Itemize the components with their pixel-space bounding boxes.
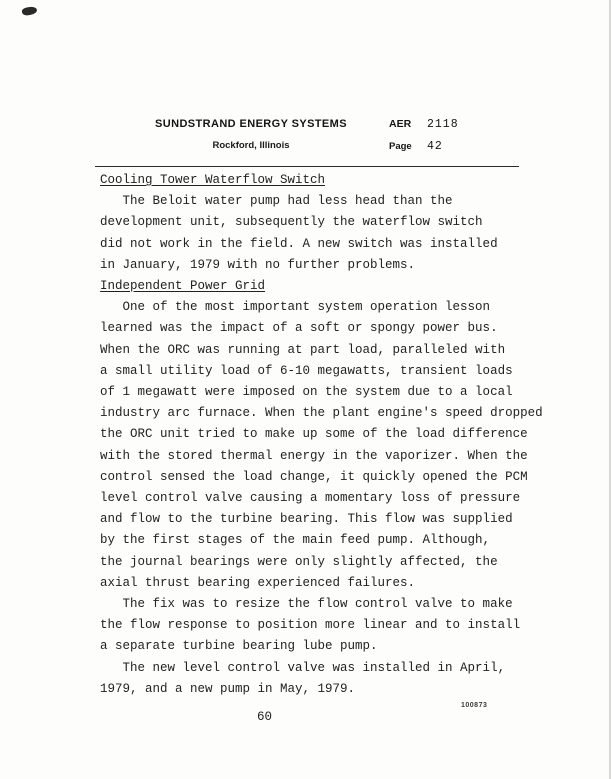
text-line: Cooling Tower Waterflow Switch bbox=[100, 173, 326, 187]
doc-reference-row bbox=[389, 118, 519, 131]
text-line: axial thrust bearing experienced failures. bbox=[100, 575, 416, 590]
text-line: the flow response to position more linear and to install bbox=[100, 618, 521, 633]
stamp-number: 100873 bbox=[461, 702, 488, 709]
section-heading bbox=[100, 170, 570, 191]
document-header bbox=[95, 112, 519, 167]
text-line: in January, 1979 with no further problems. bbox=[100, 257, 416, 272]
company-location: Rockford, Illinois bbox=[212, 140, 290, 151]
scan-artifact bbox=[21, 6, 37, 17]
text-line: with the stored thermal energy in the vaporizer. When the bbox=[100, 448, 528, 463]
section-heading bbox=[100, 276, 570, 297]
text-line: One of the most important system operation lesson bbox=[100, 300, 491, 315]
text-line: development unit, subsequently the waterflow switch bbox=[100, 215, 483, 230]
text-line: Independent Power Grid bbox=[100, 279, 266, 294]
text-line: The fix was to resize the flow control valve to make bbox=[100, 597, 513, 612]
page-ref-label: Page bbox=[389, 141, 412, 152]
doc-ref-label: AER bbox=[389, 118, 412, 130]
text-line: of 1 megawatt were imposed on the system due to a local bbox=[100, 385, 513, 400]
text-line: control sensed the load change, it quickly opened the PCM bbox=[100, 469, 528, 484]
scan-edge-line bbox=[609, 0, 611, 779]
paragraph bbox=[100, 297, 570, 594]
page-ref-number: 42 bbox=[427, 140, 443, 153]
text-line: the journal bearings were only slightly affected, the bbox=[100, 554, 498, 569]
text-line: When the ORC was running at part load, paralleled with bbox=[100, 342, 506, 357]
company-name: SUNDSTRAND ENERGY SYSTEMS bbox=[155, 118, 347, 130]
text-line: 1979, and a new pump in May, 1979. bbox=[100, 681, 356, 696]
header-reference bbox=[389, 118, 519, 162]
text-line: industry arc furnace. When the plant engine's speed dropped bbox=[100, 406, 543, 421]
document-body bbox=[100, 170, 570, 700]
paragraph bbox=[100, 658, 570, 700]
text-line: level control valve causing a momentary loss of pressure bbox=[100, 491, 521, 506]
text-line: a separate turbine bearing lube pump. bbox=[100, 639, 378, 654]
text-line: The Beloit water pump had less head than the bbox=[100, 194, 453, 209]
text-line: learned was the impact of a soft or spongy power bus. bbox=[100, 321, 498, 336]
text-line: and flow to the turbine bearing. This flow was supplied bbox=[100, 512, 513, 527]
paragraph bbox=[100, 594, 570, 658]
text-line: the ORC unit tried to make up some of the load difference bbox=[100, 427, 528, 442]
doc-ref-number: 2118 bbox=[427, 118, 459, 131]
page-number: 60 bbox=[257, 710, 273, 724]
text-line: did not work in the field. A new switch was installed bbox=[100, 236, 498, 251]
paragraph bbox=[100, 191, 570, 276]
header-center bbox=[95, 118, 407, 151]
page-reference-row bbox=[389, 140, 519, 153]
text-line: The new level control valve was installed in April, bbox=[100, 660, 506, 675]
text-line: a small utility load of 6-10 megawatts, transient loads bbox=[100, 363, 513, 378]
text-line: by the first stages of the main feed pump. Although, bbox=[100, 533, 491, 548]
